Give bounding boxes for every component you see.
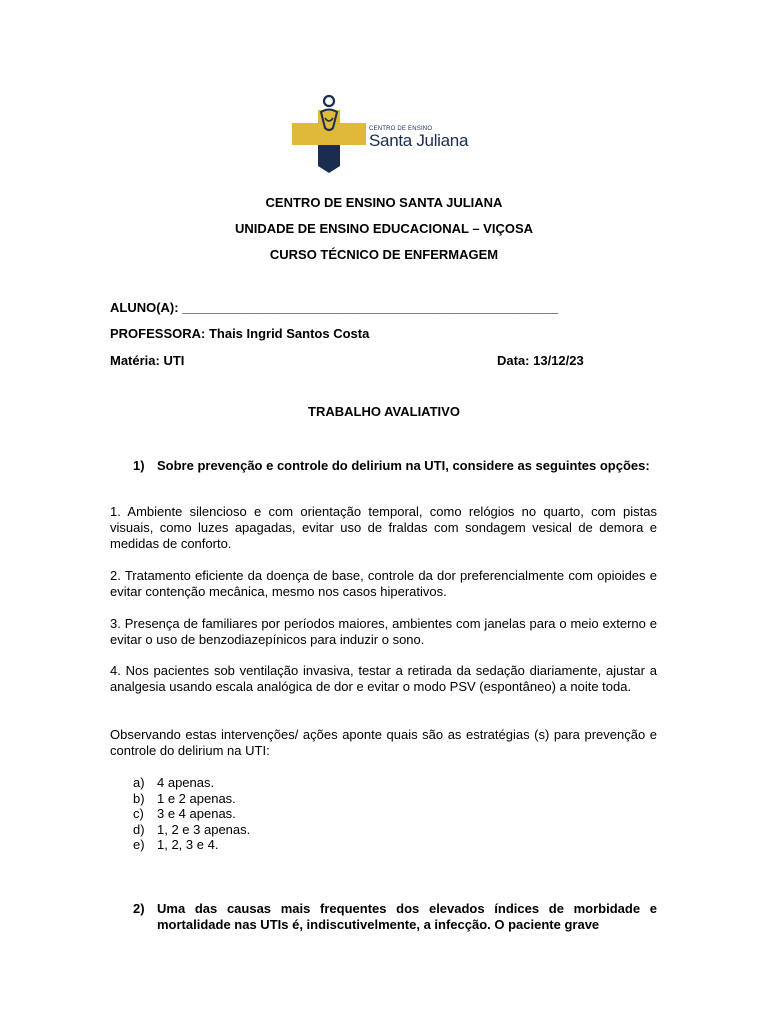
q1-option-b: b) 1 e 2 apenas. bbox=[133, 790, 236, 806]
subject-field: Matéria: UTI bbox=[110, 353, 185, 368]
q1-item-2: 2. Tratamento eficiente da doença de base, controle da dor preferencialmente com opioides e evitar contenção mecânica, mesmo nos casos hiperativos. bbox=[110, 568, 657, 599]
question-2-text: Uma das causas mais frequentes dos elevados índices de morbidade e mortalidade nas UTIs é, indiscutivelmente, a infecção. O paciente grave bbox=[157, 901, 657, 932]
q1-item-1: 1. Ambiente silencioso e com orientação temporal, como relógios no quarto, com pistas visuais, como luzes apagadas, evitar uso de fraldas com sondagem vesical de demora e medidas de conforto. bbox=[110, 504, 657, 551]
logo-brand-text: Santa Juliana bbox=[369, 131, 469, 150]
question-2-number: 2) bbox=[133, 901, 145, 916]
q1-item-4: 4. Nos pacientes sob ventilação invasiva, testar a retirada da sedação diariamente, ajustar a analgesia usando escala analógica de dor e evitar o modo PSV (espontâneo) a noite toda. bbox=[110, 663, 657, 694]
q1-prompt: Observando estas intervenções/ ações aponte quais são as estratégias (s) para prevenção e controle do delirium na UTI: bbox=[110, 727, 657, 758]
q1-option-a: a) 4 apenas. bbox=[133, 775, 215, 790]
header-institution: CENTRO DE ENSINO SANTA JULIANA bbox=[265, 195, 503, 210]
q1-option-c: c) 3 e 4 apenas. bbox=[133, 806, 236, 821]
question-1-number: 1) bbox=[133, 458, 145, 473]
teacher-field: PROFESSORA: Thais Ingrid Santos Costa bbox=[110, 326, 370, 341]
q1-item-3: 3. Presença de familiares por períodos maiores, ambientes com janelas para o meio externo e evitar o uso de benzodiazepínicos para induzir o sono. bbox=[110, 616, 657, 647]
school-logo bbox=[284, 88, 490, 176]
date-field: Data: 13/12/23 bbox=[497, 353, 584, 368]
q1-option-e: e) 1, 2, 3 e 4. bbox=[133, 837, 219, 852]
header-unit: UNIDADE DE ENSINO EDUCACIONAL – VIÇOSA bbox=[234, 221, 534, 236]
q1-options-list bbox=[133, 775, 250, 853]
document-title: TRABALHO AVALIATIVO bbox=[308, 404, 460, 419]
logo-small-text: CENTRO DE ENSINO bbox=[369, 126, 433, 132]
question-1-text: Sobre prevenção e controle do delirium na UTI, considere as seguintes opções: bbox=[157, 458, 650, 473]
student-name-field: ALUNO(A): ____________________________________________________ bbox=[110, 300, 559, 315]
header-course: CURSO TÉCNICO DE ENFERMAGEM bbox=[269, 247, 499, 262]
q1-option-d: d) 1, 2 e 3 apenas. bbox=[133, 821, 251, 837]
